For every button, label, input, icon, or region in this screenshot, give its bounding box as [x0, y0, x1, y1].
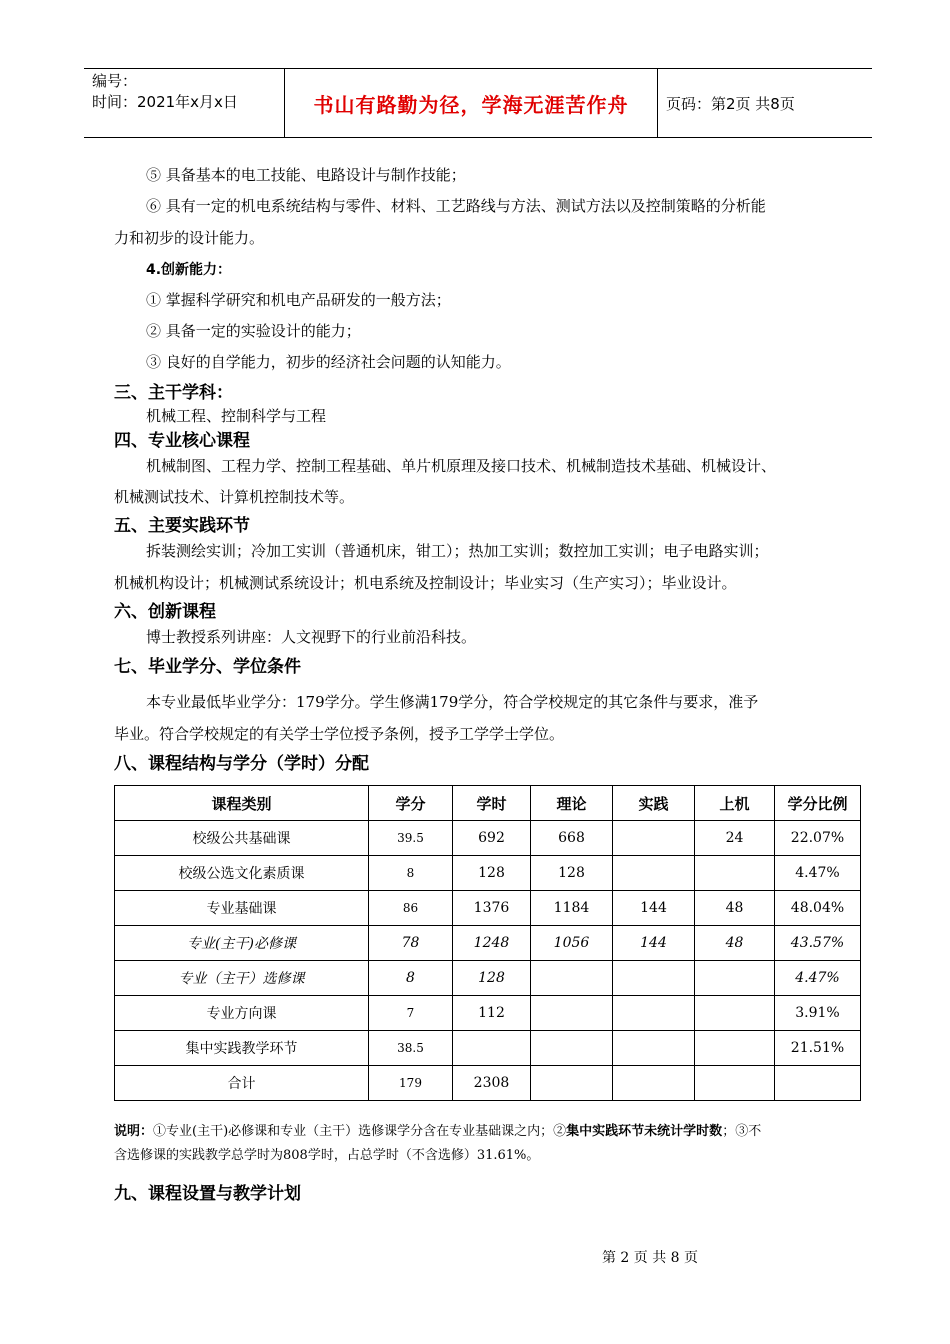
- cell-ratio: [775, 1066, 861, 1101]
- cell-ratio: 48.04%: [775, 891, 861, 926]
- table-row: [115, 1031, 861, 1066]
- section-6-title: 六、创新课程: [114, 602, 216, 622]
- section-6-text: 博士教授系列讲座：人文视野下的行业前沿科技。: [146, 628, 477, 646]
- table-row: [115, 821, 861, 856]
- innovation-title: 4.创新能力：: [146, 262, 232, 278]
- cell-credits: 7: [369, 996, 453, 1031]
- credit-structure-table: [114, 785, 861, 1101]
- cell-computer: [695, 996, 775, 1031]
- cell-computer: [695, 1031, 775, 1066]
- cell-theory: [531, 1031, 613, 1066]
- intro-item-6-cont: 力和初步的设计能力。: [114, 229, 265, 247]
- cell-category: 校级公选文化素质课: [115, 856, 369, 891]
- table-row: [115, 996, 861, 1031]
- table-row-total: [115, 1066, 861, 1101]
- section-7-title: 七、毕业学分、学位条件: [114, 657, 301, 677]
- innovation-item-1: ① 掌握科学研究和机电产品研发的一般方法；: [146, 291, 451, 309]
- cell-practice: [613, 1031, 695, 1066]
- cell-hours: 128: [453, 856, 531, 891]
- table-row: [115, 926, 861, 961]
- cell-ratio: 4.47%: [775, 856, 861, 891]
- cell-theory: [531, 1066, 613, 1101]
- table-row: [115, 856, 861, 891]
- page-footer: [0, 1247, 950, 1267]
- table-header-row: [115, 786, 861, 821]
- note-label: 说明：: [114, 1124, 154, 1139]
- innovation-item-2: ② 具备一定的实验设计的能力；: [146, 322, 361, 340]
- col-header-credits: 学分: [369, 786, 453, 821]
- cell-hours: 1376: [453, 891, 531, 926]
- section-9-title: 九、课程设置与教学计划: [114, 1184, 301, 1204]
- cell-ratio: 43.57%: [775, 926, 861, 961]
- section-4-title: 四、专业核心课程: [114, 431, 250, 451]
- cell-ratio: 3.91%: [775, 996, 861, 1031]
- section-5-text-2: 机械机构设计；机械测试系统设计；机电系统及控制设计；毕业实习（生产实习）；毕业设计。: [114, 574, 737, 592]
- cell-practice: 144: [613, 891, 695, 926]
- doc-number-label: 编号：: [92, 72, 138, 90]
- cell-hours: 128: [453, 961, 531, 996]
- cell-ratio: 22.07%: [775, 821, 861, 856]
- col-header-computer: 上机: [695, 786, 775, 821]
- cell-hours: 112: [453, 996, 531, 1031]
- header-meta: [92, 71, 282, 113]
- cell-practice: [613, 961, 695, 996]
- table-row: [115, 891, 861, 926]
- cell-category: 专业(主干)必修课: [115, 926, 369, 961]
- note-bold-part: 集中实践环节未统计学时数: [566, 1124, 723, 1139]
- col-header-category: 课程类别: [115, 786, 369, 821]
- footer-page-number: 第 2 页 共 8 页: [601, 1250, 699, 1266]
- section-7-text-2: 毕业。符合学校规定的有关学士学位授予条例，授予工学学士学位。: [114, 725, 565, 743]
- cell-hours: 692: [453, 821, 531, 856]
- cell-theory: 128: [531, 856, 613, 891]
- cell-credits: 8: [369, 856, 453, 891]
- doc-time-label: 时间：2021年x月x日: [92, 93, 238, 111]
- section-3-text: 机械工程、控制科学与工程: [146, 407, 327, 425]
- cell-practice: [613, 1066, 695, 1101]
- cell-theory: 1056: [531, 926, 613, 961]
- cell-computer: [695, 961, 775, 996]
- cell-category: 合计: [115, 1066, 369, 1101]
- cell-ratio: 4.47%: [775, 961, 861, 996]
- section-5-text-1: 拆装测绘实训；冷加工实训（普通机床，钳工）；热加工实训；数控加工实训；电子电路实训；: [146, 542, 769, 560]
- section-7-text-1: 本专业最低毕业学分：179学分。学生修满179学分，符合学校规定的其它条件与要求，准予: [146, 693, 759, 711]
- section-8-title: 八、课程结构与学分（学时）分配: [114, 754, 369, 774]
- cell-category: 专业（主干）选修课: [115, 961, 369, 996]
- cell-category: 校级公共基础课: [115, 821, 369, 856]
- section-4-text-2: 机械测试技术、计算机控制技术等。: [114, 488, 355, 506]
- cell-ratio: 21.51%: [775, 1031, 861, 1066]
- cell-practice: [613, 856, 695, 891]
- section-5-title: 五、主要实践环节: [114, 516, 250, 536]
- cell-computer: 48: [695, 891, 775, 926]
- cell-computer: 24: [695, 821, 775, 856]
- cell-credits: 86: [369, 891, 453, 926]
- cell-credits: 179: [369, 1066, 453, 1101]
- cell-practice: [613, 996, 695, 1031]
- cell-category: 专业基础课: [115, 891, 369, 926]
- cell-category: 集中实践教学环节: [115, 1031, 369, 1066]
- col-header-practice: 实践: [613, 786, 695, 821]
- page-header: [84, 68, 872, 138]
- cell-hours: [453, 1031, 531, 1066]
- cell-credits: 78: [369, 926, 453, 961]
- note-line-1: [114, 1120, 854, 1144]
- note-line-2: 含选修课的实践教学总学时为808学时，占总学时（不含选修）31.61%。: [114, 1148, 540, 1163]
- innovation-item-3: ③ 良好的自学能力，初步的经济社会问题的认知能力。: [146, 353, 511, 371]
- table-row: [115, 961, 861, 996]
- note-part-2: ；③不: [722, 1124, 762, 1139]
- cell-practice: [613, 821, 695, 856]
- cell-hours: 2308: [453, 1066, 531, 1101]
- col-header-theory: 理论: [531, 786, 613, 821]
- cell-theory: [531, 996, 613, 1031]
- cell-computer: [695, 856, 775, 891]
- header-motto: 书山有路勤为径，学海无涯苦作舟: [284, 69, 658, 137]
- cell-hours: 1248: [453, 926, 531, 961]
- cell-category: 专业方向课: [115, 996, 369, 1031]
- table-note: [114, 1120, 854, 1168]
- intro-item-5: ⑤ 具备基本的电工技能、电路设计与制作技能；: [146, 166, 466, 184]
- cell-theory: 668: [531, 821, 613, 856]
- cell-credits: 38.5: [369, 1031, 453, 1066]
- cell-credits: 39.5: [369, 821, 453, 856]
- intro-item-6: ⑥ 具有一定的机电系统结构与零件、材料、工艺路线与方法、测试方法以及控制策略的分析能: [146, 197, 766, 215]
- cell-computer: [695, 1066, 775, 1101]
- cell-theory: [531, 961, 613, 996]
- cell-theory: 1184: [531, 891, 613, 926]
- section-3-title: 三、主干学科：: [114, 383, 233, 403]
- cell-computer: 48: [695, 926, 775, 961]
- section-4-text-1: 机械制图、工程力学、控制工程基础、单片机原理及接口技术、机械制造技术基础、机械设计、: [146, 457, 777, 475]
- header-page-info: 页码：第2页 共8页: [666, 94, 795, 113]
- col-header-ratio: 学分比例: [775, 786, 861, 821]
- note-part-1: ①专业(主干)必修课和专业（主干）选修课学分含在专业基础课之内；②: [153, 1124, 567, 1139]
- cell-practice: 144: [613, 926, 695, 961]
- col-header-hours: 学时: [453, 786, 531, 821]
- cell-credits: 8: [369, 961, 453, 996]
